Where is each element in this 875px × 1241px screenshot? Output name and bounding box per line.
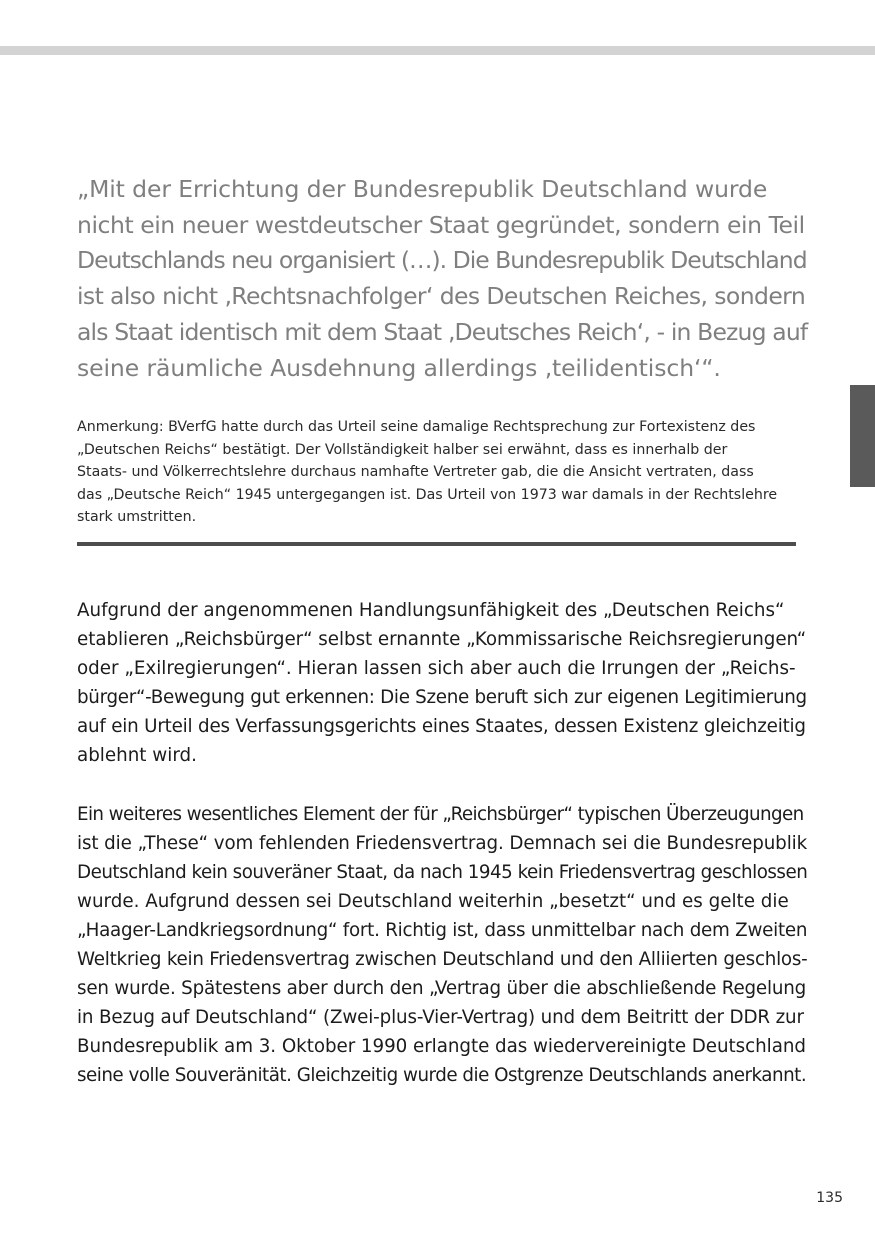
quote-line: seine räumliche Ausdehnung allerdings ‚teilidentisch‘“. (77, 353, 721, 382)
quote-line: nicht ein neuer westdeutscher Staat gegründet, sondern ein Teil (77, 210, 805, 239)
note-line: das „Deutsche Reich“ 1945 untergegangen ist. Das Urteil von 1973 war damals in der Rechtslehre (77, 486, 778, 503)
chapter-side-tab (850, 385, 875, 487)
paragraph-line: Aufgrund der angenommenen Handlungsunfähigkeit des „Deutschen Reichs“ (77, 600, 785, 621)
paragraph-line: oder „Exilregierungen“. Hieran lassen sich aber auch die Irrungen der „Reichs- (77, 658, 796, 679)
note-line: Anmerkung: BVerfG hatte durch das Urteil seine damalige Rechtsprechung zur Fortexistenz des (77, 419, 756, 435)
section-divider (77, 542, 796, 546)
paragraph-line: Weltkrieg kein Friedensvertrag zwischen Deutschland und den Alliierten geschlos- (77, 949, 808, 970)
paragraph-line: auf ein Urteil des Verfassungsgerichts eines Staates, dessen Existenz gleichzeitig (77, 716, 806, 737)
paragraph-line: ablehnt wird. (77, 745, 197, 766)
note-line: stark umstritten. (77, 509, 197, 526)
note-line: „Deutschen Reichs“ bestätigt. Der Vollständigkeit halber sei erwähnt, dass es innerhalb der (77, 441, 728, 458)
paragraph-line: Deutschland kein souveräner Staat, da nach 1945 kein Friedensvertrag geschlossen (77, 862, 808, 883)
paragraph-line: sen wurde. Spätestens aber durch den „Vertrag über die abschließende Regelung (77, 978, 807, 999)
quote-line: Deutschlands neu organisiert (…). Die Bundesrepublik Deutschland (77, 246, 807, 275)
quote-line: „Mit der Errichtung der Bundesrepublik Deutschland wurde (77, 175, 768, 203)
quote-line: als Staat identisch mit dem Staat ‚Deutsches Reich‘, - in Bezug auf (77, 317, 808, 346)
paragraph-line: bürger“-Bewegung gut erkennen: Die Szene beruft sich zur eigenen Legitimierung (77, 687, 807, 708)
note-line: Staats- und Völkerrechtslehre durchaus namhafte Vertreter gab, die die Ansicht vertraten, dass (77, 464, 754, 481)
paragraph-line: etablieren „Reichsbürger“ selbst ernannte „Kommissarische Reichsregierungen“ (77, 629, 807, 650)
paragraph-line: wurde. Aufgrund dessen sei Deutschland weiterhin „besetzt“ und es gelte die (77, 891, 789, 912)
quote-line: ist also nicht ‚Rechtsnachfolger‘ des Deutschen Reiches, sondern (77, 282, 806, 311)
paragraph-line: seine volle Souveränität. Gleichzeitig wurde die Ostgrenze Deutschlands anerkannt. (77, 1065, 807, 1086)
paragraph-line: ist die „These“ vom fehlenden Friedensvertrag. Demnach sei die Bundesrepublik (77, 833, 808, 854)
paragraph-line: „Haager-Landkriegsordnung“ fort. Richtig ist, dass unmittelbar nach dem Zweiten (77, 920, 808, 941)
body-paragraph-1 (77, 596, 807, 770)
page-number: 135 (816, 1190, 843, 1206)
paragraph-line: Ein weiteres wesentliches Element der für „Reichsbürger“ typischen Überzeugungen (77, 804, 804, 825)
body-paragraph-2 (77, 800, 807, 1090)
court-quote (77, 172, 807, 386)
annotation-note (77, 416, 803, 529)
paragraph-line: Bundesrepublik am 3. Oktober 1990 erlangte das wiedervereinigte Deutschland (77, 1036, 806, 1057)
paragraph-line: in Bezug auf Deutschland“ (Zwei-plus-Vier-Vertrag) und dem Beitritt der DDR zur (77, 1007, 804, 1028)
top-rule (0, 46, 875, 55)
